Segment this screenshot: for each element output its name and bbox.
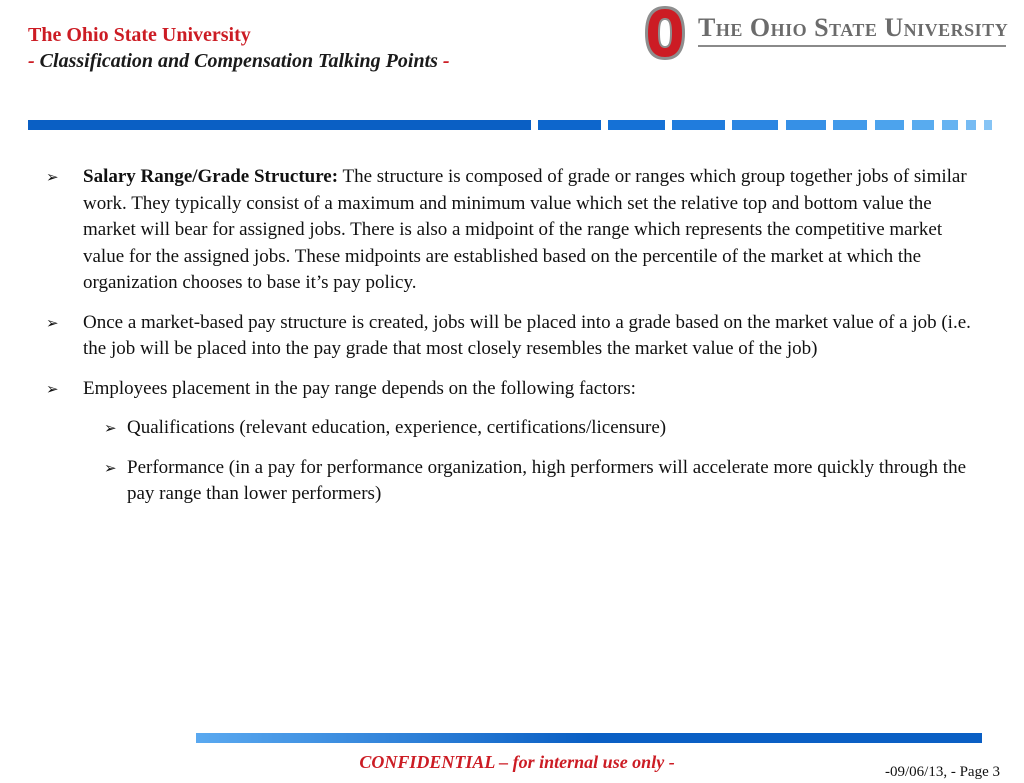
band-segment: [28, 120, 531, 130]
sub-bullet-qualifications: [46, 415, 986, 442]
subtitle-dash-right: -: [442, 50, 450, 72]
bullet-salary-structure: [46, 164, 986, 297]
university-wordmark: The Ohio State University: [698, 13, 1009, 42]
sub-bullet-performance: [46, 455, 986, 508]
page-title: The Ohio State University: [28, 24, 251, 46]
page-number: -09/06/13, - Page 3: [885, 764, 1000, 780]
bullet-placement-factors: [46, 376, 986, 403]
sub-bullet-text: Qualifications (relevant education, experience, certifications/licensure): [127, 417, 667, 438]
band-segment: [966, 120, 976, 130]
arrow-bullet-icon: ➢: [46, 379, 59, 398]
bullet-text: Once a market-based pay structure is created, jobs will be placed into a grade based on the market value of a job (i.e. the job will be placed into the pay grade that most closely resembles the market value of the job): [83, 311, 971, 359]
footer-rule: [196, 733, 982, 743]
arrow-bullet-icon: ➢: [104, 419, 117, 437]
page-subtitle: [28, 48, 450, 74]
band-segment: [942, 120, 958, 130]
band-segment: [875, 120, 904, 130]
wordmark-underline: [698, 45, 1006, 47]
bullet-text: The structure is composed of grade or ranges which group together jobs of similar work. They typically consist of a maximum and minimum value which set the relative top and bottom value the market will bear for assigned jobs. There is also a midpoint of the range which represents the competitive market value for the assigned jobs. These midpoints are established based on the percentile of the market at which the organization chooses to base it’s pay policy.: [83, 166, 967, 293]
block-o-logo-icon: [643, 5, 687, 61]
subtitle-text: Classification and Compensation Talking Points: [39, 50, 438, 72]
band-segment: [833, 120, 867, 130]
band-segment: [538, 120, 601, 130]
band-segment: [912, 120, 934, 130]
band-segment: [672, 120, 725, 130]
bullet-text: Employees placement in the pay range depends on the following factors:: [83, 377, 636, 399]
band-segment: [608, 120, 665, 130]
arrow-bullet-icon: ➢: [104, 458, 117, 477]
content-body: [46, 164, 986, 521]
subtitle-dash-left: -: [28, 50, 35, 72]
arrow-bullet-icon: ➢: [46, 168, 59, 186]
bullet-label: Salary Range/Grade Structure:: [83, 166, 339, 187]
band-segment: [786, 120, 826, 130]
band-segment: [984, 120, 992, 130]
confidential-notice: CONFIDENTIAL – for internal use only -: [359, 752, 675, 772]
bullet-market-based: [46, 310, 986, 363]
band-segment: [732, 120, 778, 130]
arrow-bullet-icon: ➢: [46, 313, 59, 332]
sub-bullet-text: Performance (in a pay for performance organization, high performers will accelerate more quickly through the pay range than lower performers): [127, 456, 966, 504]
